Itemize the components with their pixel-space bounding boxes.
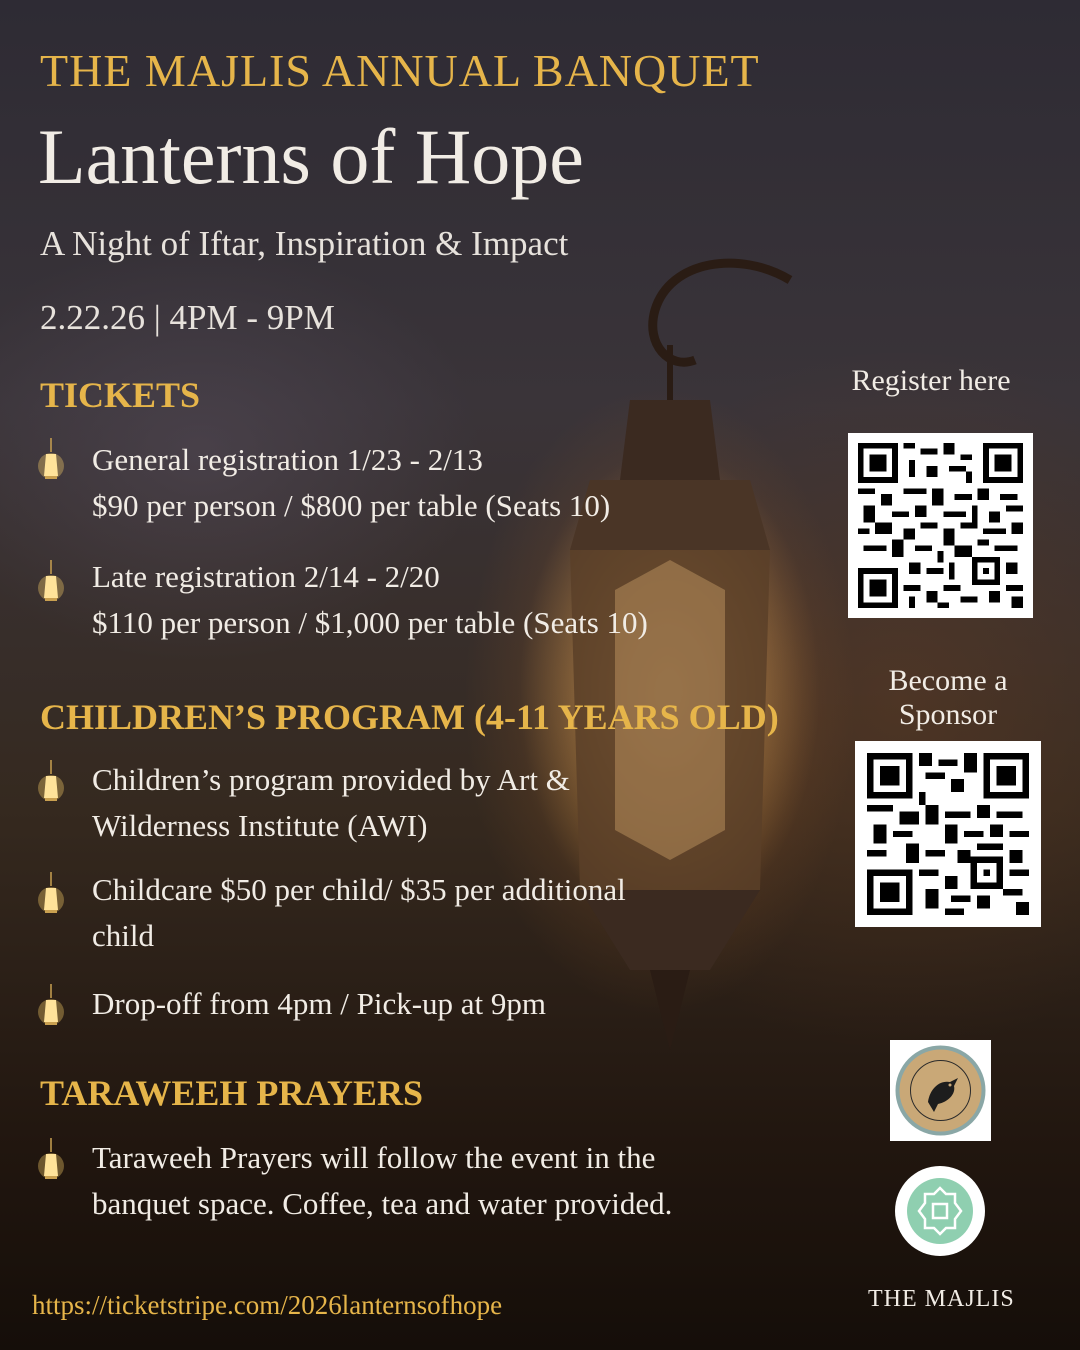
lantern-bullet-icon: [38, 870, 64, 920]
page-title: Lanterns of Hope: [38, 113, 584, 200]
event-datetime: 2.22.26 | 4PM - 9PM: [40, 298, 335, 337]
event-series-heading: THE MAJLIS ANNUAL BANQUET: [40, 45, 760, 96]
sponsor-label-line2: Sponsor: [898, 698, 998, 731]
lantern-bullet-icon: [38, 436, 64, 486]
childcare-price-line2: child: [92, 918, 154, 953]
children-provider-line2: Wilderness Institute (AWI): [92, 808, 428, 843]
sponsor-qr-code[interactable]: [855, 741, 1041, 927]
taraweeh-line2: banquet space. Coffee, tea and water provided.: [92, 1186, 673, 1221]
background-lantern-image: [520, 250, 820, 1110]
dropoff-pickup-times: Drop-off from 4pm / Pick-up at 9pm: [92, 986, 547, 1021]
sponsor-label-line1: Become a: [888, 664, 1008, 697]
taraweeh-heading: TARAWEEH PRAYERS: [40, 1073, 424, 1113]
lantern-bullet-icon: [38, 758, 64, 808]
list-item: [92, 1135, 672, 1227]
list-item: [92, 757, 570, 849]
lantern-bullet-icon: [38, 1136, 64, 1186]
taraweeh-line1: Taraweeh Prayers will follow the event in the: [92, 1140, 656, 1175]
list-item: [92, 981, 546, 1027]
awi-logo: [890, 1040, 991, 1141]
qr-code-icon: [858, 443, 1023, 608]
register-qr-code[interactable]: [848, 433, 1033, 618]
children-provider-line1: Children’s program provided by Art &: [92, 762, 570, 797]
ticket-general-price: $90 per person / $800 per table (Seats 10): [92, 488, 611, 523]
lantern-bullet-icon: [38, 982, 64, 1032]
sponsor-label: [848, 664, 1048, 732]
list-item: [92, 554, 648, 646]
majlis-logo-icon: [895, 1166, 985, 1256]
ticket-url-link[interactable]: https://ticketstripe.com/2026lanternsofhope: [32, 1290, 503, 1320]
ticket-late-dates: Late registration 2/14 - 2/20: [92, 559, 440, 594]
ticket-general-dates: General registration 1/23 - 2/13: [92, 442, 483, 477]
awi-raven-logo-icon: [890, 1040, 991, 1141]
tickets-heading: TICKETS: [40, 375, 201, 415]
childcare-price-line1: Childcare $50 per child/ $35 per additional: [92, 872, 626, 907]
lantern-bullet-icon: [38, 558, 64, 608]
ticket-late-price: $110 per person / $1,000 per table (Seats 10): [92, 605, 648, 640]
majlis-brand-name: THE MAJLIS: [868, 1286, 1015, 1312]
register-label: Register here: [851, 364, 1011, 397]
qr-code-icon: [867, 753, 1029, 915]
list-item: [92, 867, 626, 959]
list-item: [92, 437, 610, 529]
event-subtitle: A Night of Iftar, Inspiration & Impact: [40, 224, 569, 263]
children-program-heading: CHILDREN’S PROGRAM (4-11 YEARS OLD): [40, 697, 779, 737]
